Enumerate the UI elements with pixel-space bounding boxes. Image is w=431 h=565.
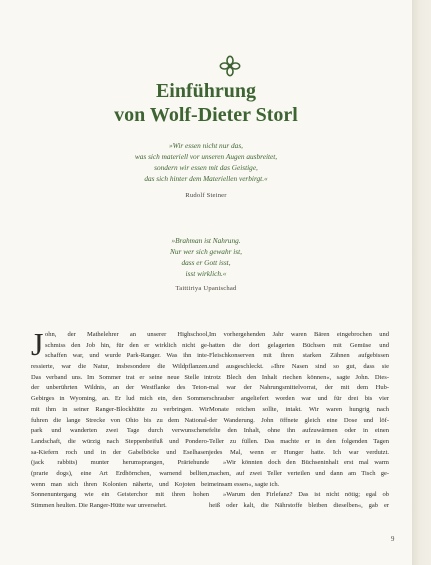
body-line: »Warum den Firlefanz? Das ist nicht nötig; egal ob — [223, 491, 389, 499]
body-line: Stimmen heulten. Die Ranger-Hütte war unversehrt. — [31, 502, 167, 509]
body-line: der unberührten Wildnis, an der Westflanke des Teton- — [31, 384, 209, 392]
body-line: felte den Inhalt, ohne ihn aufzuwärmen oder in einen — [209, 427, 389, 435]
flower-icon — [219, 55, 241, 77]
body-line: (jack rabbits) munter herumsprangen, Präriehunde — [31, 459, 209, 467]
drop-cap: J — [31, 326, 44, 362]
body-line: Sonnenuntergang wie ein Geisterchor mit ihren hohen — [31, 491, 209, 499]
body-line: heiß oder kalt, die Nährstoffe bleiben dieselben«, gab er — [209, 502, 389, 509]
chapter-title-line-2: von Wolf-Dieter Storl — [114, 104, 298, 126]
body-line: der Wanderung. John öffnete gleich eine Dose und löf- — [209, 416, 389, 424]
body-line: Fleischkonserven mit ihren starken Zähnen aufgebissen — [209, 352, 389, 360]
quote-2-line: isst wirklich.« — [185, 269, 227, 278]
body-line: Landschaft, die würzig nach Steppenbeifuß und Pondero- — [31, 437, 209, 445]
body-line: und ausgeschleckt. »Ihre Nasen sind so gut, dass sie — [209, 363, 389, 371]
quote-2-source: Taittiriya Upanischad — [175, 285, 237, 292]
body-line: (prarie dogs), eine Art Erdhörnchen, warnend bellten, — [31, 469, 209, 477]
body-line: »Wir könnten doch den Büchseninhalt erst mal warm — [223, 459, 389, 467]
chapter-title-line-1: Einführung — [155, 80, 257, 102]
body-line: Gebirges in Wyoming, an. Er lud mich ein, den Sommer — [31, 395, 209, 403]
body-line: fuhren die lange Strecke von Ohio bis zu dem National- — [31, 416, 209, 424]
body-line: sa-Kiefern roch und in der Gabelböcke und Eselhasen — [31, 448, 209, 456]
quote-1-line: was sich materiell vor unseren Augen ausbreitet, — [134, 152, 278, 161]
body-line: jedes Mal, wenn er Hunger hatte. Ich war verdutzt. — [209, 448, 389, 456]
body-line: trotz Blech den Inhalt riechen können«, sagte John. Dies- — [209, 373, 389, 381]
body-line: schaffen war, und wurde Park-Ranger. Was ihn inte- — [45, 352, 209, 360]
quote-2-line: »Brahman ist Nahrung. — [171, 236, 241, 245]
quote-1-line: das sich hinter dem Materiellen verbirgt.« — [144, 174, 268, 183]
body-line: machen, auf zwei Teller verteilen und dann am Tisch ge- — [209, 469, 389, 477]
body-line: park und wanderten zwei Tage durch verwunschene — [31, 427, 209, 435]
body-line: Monate reichen sollte, intakt. Wir waren hungrig nach — [209, 405, 389, 413]
body-line: Das verband uns. Im Sommer trat er seine neue Stelle in — [31, 373, 209, 381]
body-line: ohn, der Mathelehrer an unserer Highschool, — [45, 331, 209, 338]
quote-1-line: »Wir essen nicht nur das, — [169, 141, 243, 150]
body-line: Teller zu füllen. Das machte er in den folgenden Tagen — [209, 437, 389, 445]
body-line: schrauber angeliefert worden war und für drei bis vier — [209, 395, 389, 403]
body-line: mit ihm in seiner Ranger-Blockhütte zu verbringen. Wir — [31, 405, 209, 413]
body-line: wenn man sich ihren Kolonien näherte, und Kojoten bei — [31, 480, 209, 488]
page-number: 9 — [391, 536, 395, 543]
body-line: hatten die dort gelagerten Büchsen mit Gemüse und — [209, 341, 389, 349]
quote-1-line: sondern wir essen mit das Geistige, — [154, 163, 258, 172]
quote-1-source: Rudolf Steiner — [185, 192, 227, 199]
body-line: ressierte, war die Natur, insbesondere die Wildpflanzen. — [31, 363, 209, 371]
body-line: schmiss den Job hin, für den er wirklich nicht ge- — [45, 341, 209, 349]
body-line: Im vorhergehenden Jahr waren Bären eingebrochen und — [209, 331, 389, 338]
quote-2-line: Nur wer sich gewahr ist, — [170, 247, 242, 256]
body-line: mal war der Nahrungsmittelvorrat, der mit dem Hub- — [209, 384, 389, 392]
body-line: meinsam essen«, sagte ich. — [209, 480, 280, 488]
quote-2-line: dass er Gott isst, — [181, 258, 231, 267]
body-column-left — [31, 326, 209, 512]
body-column-right — [209, 330, 389, 512]
page-edge — [412, 0, 431, 565]
